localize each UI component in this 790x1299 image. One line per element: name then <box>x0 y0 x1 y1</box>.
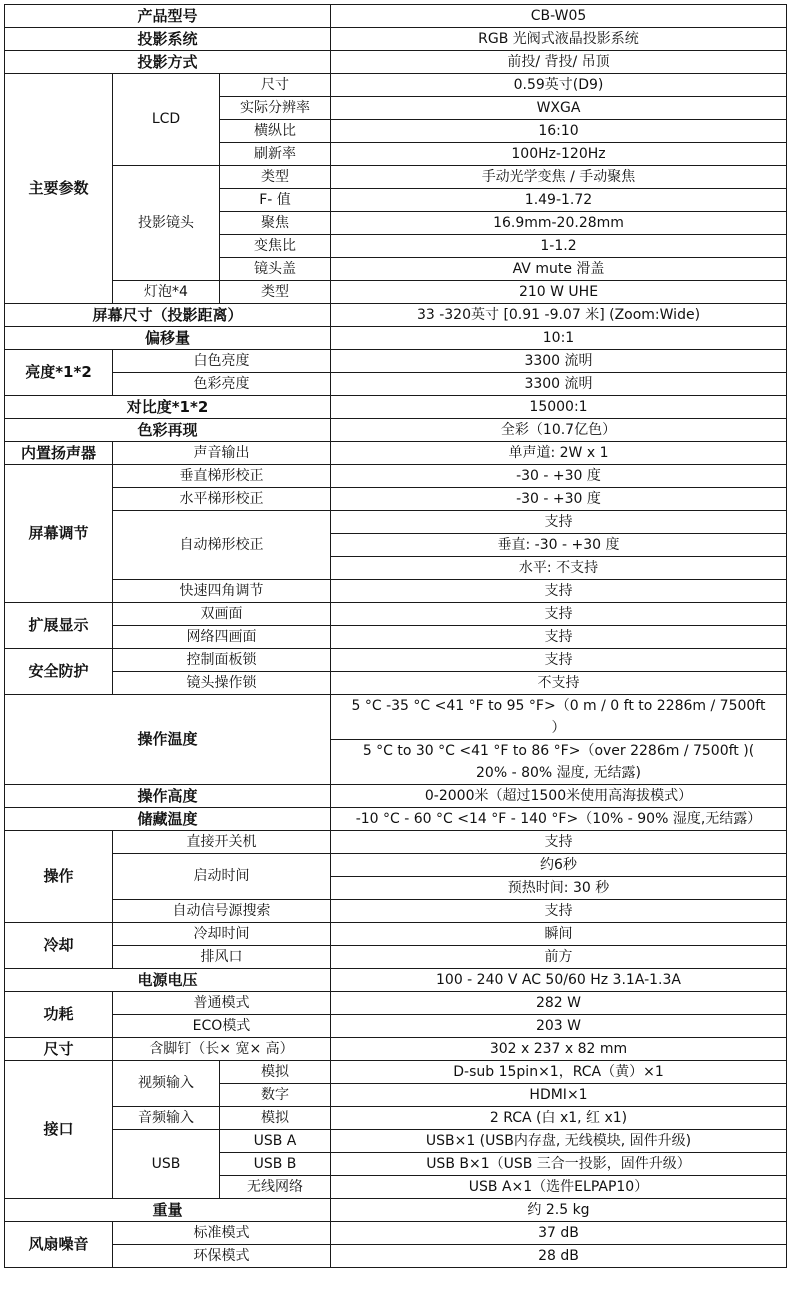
lcd-size-value: 0.59英寸(D9) <box>331 74 787 97</box>
color-reproduction-value: 全彩（10.7亿色） <box>331 419 787 442</box>
panel-lock-value: 支持 <box>331 649 787 672</box>
lens-type-label: 类型 <box>220 166 331 189</box>
lens-lock-label: 镜头操作锁 <box>113 672 331 695</box>
brightness-color-label: 色彩亮度 <box>113 373 331 396</box>
vent-value: 前方 <box>331 946 787 969</box>
color-reproduction-label: 色彩再现 <box>5 419 331 442</box>
operating-temp-value-1 <box>331 695 787 740</box>
video-digital-value: HDMI×1 <box>331 1084 787 1107</box>
row-fan-standard <box>5 1222 787 1245</box>
usb-a-label: USB A <box>220 1130 331 1153</box>
startup-value-1: 约6秒 <box>331 854 787 877</box>
operating-temp-value-2 <box>331 740 787 785</box>
wireless-label: 无线网络 <box>220 1176 331 1199</box>
model-value: CB-W05 <box>331 5 787 28</box>
row-lcd-size <box>5 74 787 97</box>
operating-altitude-label: 操作高度 <box>5 785 331 808</box>
speaker-label: 内置扬声器 <box>5 442 113 465</box>
row-quick-corner <box>5 580 787 603</box>
main-params-label: 主要参数 <box>5 74 113 304</box>
row-dual-screen <box>5 603 787 626</box>
row-keystone-vertical <box>5 465 787 488</box>
dual-screen-label: 双画面 <box>113 603 331 626</box>
auto-search-label: 自动信号源搜索 <box>113 900 331 923</box>
cooling-time-value: 瞬间 <box>331 923 787 946</box>
network-quad-label: 网络四画面 <box>113 626 331 649</box>
row-offset <box>5 327 787 350</box>
row-speaker <box>5 442 787 465</box>
fan-eco-value: 28 dB <box>331 1245 787 1268</box>
lens-lock-value: 不支持 <box>331 672 787 695</box>
cooling-label: 冷却 <box>5 923 113 969</box>
row-keystone-auto-1 <box>5 511 787 534</box>
startup-label: 启动时间 <box>113 854 331 900</box>
projection-system-value: RGB 光阀式液晶投影系统 <box>331 28 787 51</box>
audio-analog-value: 2 RCA (白 x1, 红 x1) <box>331 1107 787 1130</box>
wireless-value: USB A×1（选件ELPAP10） <box>331 1176 787 1199</box>
keystone-auto-label: 自动梯形校正 <box>113 511 331 580</box>
row-power-voltage <box>5 969 787 992</box>
brightness-white-value: 3300 流明 <box>331 350 787 373</box>
lamp-label: 灯泡*4 <box>113 281 220 304</box>
row-network-quad <box>5 626 787 649</box>
speaker-value: 单声道: 2W x 1 <box>331 442 787 465</box>
startup-value-2: 预热时间: 30 秒 <box>331 877 787 900</box>
video-input-label: 视频输入 <box>113 1061 220 1107</box>
lens-focus-value: 16.9mm-20.28mm <box>331 212 787 235</box>
offset-value: 10:1 <box>331 327 787 350</box>
usb-a-value: USB×1 (USB内存盘, 无线模块, 固件升级) <box>331 1130 787 1153</box>
lens-cover-label: 镜头盖 <box>220 258 331 281</box>
keystone-horizontal-label: 水平梯形校正 <box>113 488 331 511</box>
lens-type-value: 手动光学变焦 / 手动聚焦 <box>331 166 787 189</box>
audio-analog-label: 模拟 <box>220 1107 331 1130</box>
keystone-vertical-value: -30 - +30 度 <box>331 465 787 488</box>
row-operating-altitude <box>5 785 787 808</box>
row-operating-temp-1 <box>5 695 787 740</box>
video-analog-value: D-sub 15pin×1，RCA（黄）×1 <box>331 1061 787 1084</box>
lens-f-label: F- 值 <box>220 189 331 212</box>
operating-temp-value-2b: 20% - 80% 湿度, 无结露) <box>476 765 641 781</box>
storage-temp-label: 储藏温度 <box>5 808 331 831</box>
row-lamp <box>5 281 787 304</box>
speaker-sub-label: 声音输出 <box>113 442 331 465</box>
lcd-label: LCD <box>113 74 220 166</box>
auto-search-value: 支持 <box>331 900 787 923</box>
lcd-size-label: 尺寸 <box>220 74 331 97</box>
power-eco-value: 203 W <box>331 1015 787 1038</box>
lens-focus-label: 聚焦 <box>220 212 331 235</box>
keystone-auto-value-1: 支持 <box>331 511 787 534</box>
row-lens-type <box>5 166 787 189</box>
row-usb-a <box>5 1130 787 1153</box>
lcd-aspect-label: 横纵比 <box>220 120 331 143</box>
usb-b-value: USB B×1（USB 三合一投影，固件升级） <box>331 1153 787 1176</box>
row-vent <box>5 946 787 969</box>
dimensions-value: 302 x 237 x 82 mm <box>331 1038 787 1061</box>
lens-f-value: 1.49-1.72 <box>331 189 787 212</box>
operating-temp-label: 操作温度 <box>5 695 331 785</box>
projection-method-label: 投影方式 <box>5 51 331 74</box>
fan-standard-value: 37 dB <box>331 1222 787 1245</box>
network-quad-value: 支持 <box>331 626 787 649</box>
security-label: 安全防护 <box>5 649 113 695</box>
usb-label: USB <box>113 1130 220 1199</box>
row-video-analog <box>5 1061 787 1084</box>
keystone-vertical-label: 垂直梯形校正 <box>113 465 331 488</box>
fan-eco-label: 环保模式 <box>113 1245 331 1268</box>
row-storage-temp <box>5 808 787 831</box>
storage-temp-value: -10 °C - 60 °C <14 °F - 140 °F>（10% - 90% 湿度,无结露） <box>331 808 787 831</box>
row-brightness-color <box>5 373 787 396</box>
fan-noise-label: 风扇噪音 <box>5 1222 113 1268</box>
lcd-refresh-label: 刷新率 <box>220 143 331 166</box>
operating-temp-value-1a: 5 °C -35 °C <41 °F to 95 °F>（0 m / 0 ft to 2286m / 7500ft <box>351 698 766 714</box>
quick-corner-label: 快速四角调节 <box>113 580 331 603</box>
video-analog-label: 模拟 <box>220 1061 331 1084</box>
keystone-auto-value-2: 垂直: -30 - +30 度 <box>331 534 787 557</box>
offset-label: 偏移量 <box>5 327 331 350</box>
row-dimensions <box>5 1038 787 1061</box>
row-power-normal <box>5 992 787 1015</box>
lens-label: 投影镜头 <box>113 166 220 281</box>
brightness-color-value: 3300 流明 <box>331 373 787 396</box>
row-keystone-horizontal <box>5 488 787 511</box>
lcd-resolution-label: 实际分辨率 <box>220 97 331 120</box>
row-power-eco <box>5 1015 787 1038</box>
row-color-reproduction <box>5 419 787 442</box>
weight-value: 约 2.5 kg <box>331 1199 787 1222</box>
power-eco-label: ECO模式 <box>113 1015 331 1038</box>
row-brightness-white <box>5 350 787 373</box>
keystone-horizontal-value: -30 - +30 度 <box>331 488 787 511</box>
row-projection-system <box>5 28 787 51</box>
row-contrast <box>5 396 787 419</box>
row-weight <box>5 1199 787 1222</box>
power-consumption-label: 功耗 <box>5 992 113 1038</box>
panel-lock-label: 控制面板锁 <box>113 649 331 672</box>
direct-power-label: 直接开关机 <box>113 831 331 854</box>
quick-corner-value: 支持 <box>331 580 787 603</box>
row-model <box>5 5 787 28</box>
contrast-value: 15000:1 <box>331 396 787 419</box>
operating-temp-value-2a: 5 °C to 30 °C <41 °F to 86 °F>（over 2286m / 7500ft )( <box>362 743 755 759</box>
direct-power-value: 支持 <box>331 831 787 854</box>
power-voltage-value: 100 - 240 V AC 50/60 Hz 3.1A-1.3A <box>331 969 787 992</box>
model-label: 产品型号 <box>5 5 331 28</box>
dimensions-sub-label: 含脚钉（长× 宽× 高） <box>113 1038 331 1061</box>
operating-temp-value-1b: ） <box>551 720 566 736</box>
row-cooling-time <box>5 923 787 946</box>
usb-b-label: USB B <box>220 1153 331 1176</box>
operation-label: 操作 <box>5 831 113 923</box>
projection-method-value: 前投/ 背投/ 吊顶 <box>331 51 787 74</box>
operating-altitude-value: 0-2000米（超过1500米使用高海拔模式） <box>331 785 787 808</box>
keystone-auto-value-3: 水平: 不支持 <box>331 557 787 580</box>
row-panel-lock <box>5 649 787 672</box>
power-normal-label: 普通模式 <box>113 992 331 1015</box>
power-normal-value: 282 W <box>331 992 787 1015</box>
interfaces-label: 接口 <box>5 1061 113 1199</box>
row-projection-method <box>5 51 787 74</box>
cooling-time-label: 冷却时间 <box>113 923 331 946</box>
lcd-aspect-value: 16:10 <box>331 120 787 143</box>
dimensions-label: 尺寸 <box>5 1038 113 1061</box>
extended-display-label: 扩展显示 <box>5 603 113 649</box>
lamp-type-value: 210 W UHE <box>331 281 787 304</box>
power-voltage-label: 电源电压 <box>5 969 331 992</box>
row-fan-eco <box>5 1245 787 1268</box>
lcd-resolution-value: WXGA <box>331 97 787 120</box>
screen-size-value: 33 -320英寸 [0.91 -9.07 米] (Zoom:Wide) <box>331 304 787 327</box>
screen-size-label: 屏幕尺寸（投影距离） <box>5 304 331 327</box>
audio-input-label: 音频输入 <box>113 1107 220 1130</box>
weight-label: 重量 <box>5 1199 331 1222</box>
vent-label: 排风口 <box>113 946 331 969</box>
fan-standard-label: 标准模式 <box>113 1222 331 1245</box>
row-direct-power <box>5 831 787 854</box>
lens-cover-value: AV mute 滑盖 <box>331 258 787 281</box>
dual-screen-value: 支持 <box>331 603 787 626</box>
row-auto-search <box>5 900 787 923</box>
brightness-white-label: 白色亮度 <box>113 350 331 373</box>
projection-system-label: 投影系统 <box>5 28 331 51</box>
row-lens-lock <box>5 672 787 695</box>
screen-adjust-label: 屏幕调节 <box>5 465 113 603</box>
row-audio-analog <box>5 1107 787 1130</box>
row-screen-size <box>5 304 787 327</box>
contrast-label: 对比度*1*2 <box>5 396 331 419</box>
brightness-label: 亮度*1*2 <box>5 350 113 396</box>
lens-zoom-value: 1-1.2 <box>331 235 787 258</box>
lens-zoom-label: 变焦比 <box>220 235 331 258</box>
row-startup-1 <box>5 854 787 877</box>
lamp-type-label: 类型 <box>220 281 331 304</box>
lcd-refresh-value: 100Hz-120Hz <box>331 143 787 166</box>
video-digital-label: 数字 <box>220 1084 331 1107</box>
spec-table <box>4 4 787 1268</box>
